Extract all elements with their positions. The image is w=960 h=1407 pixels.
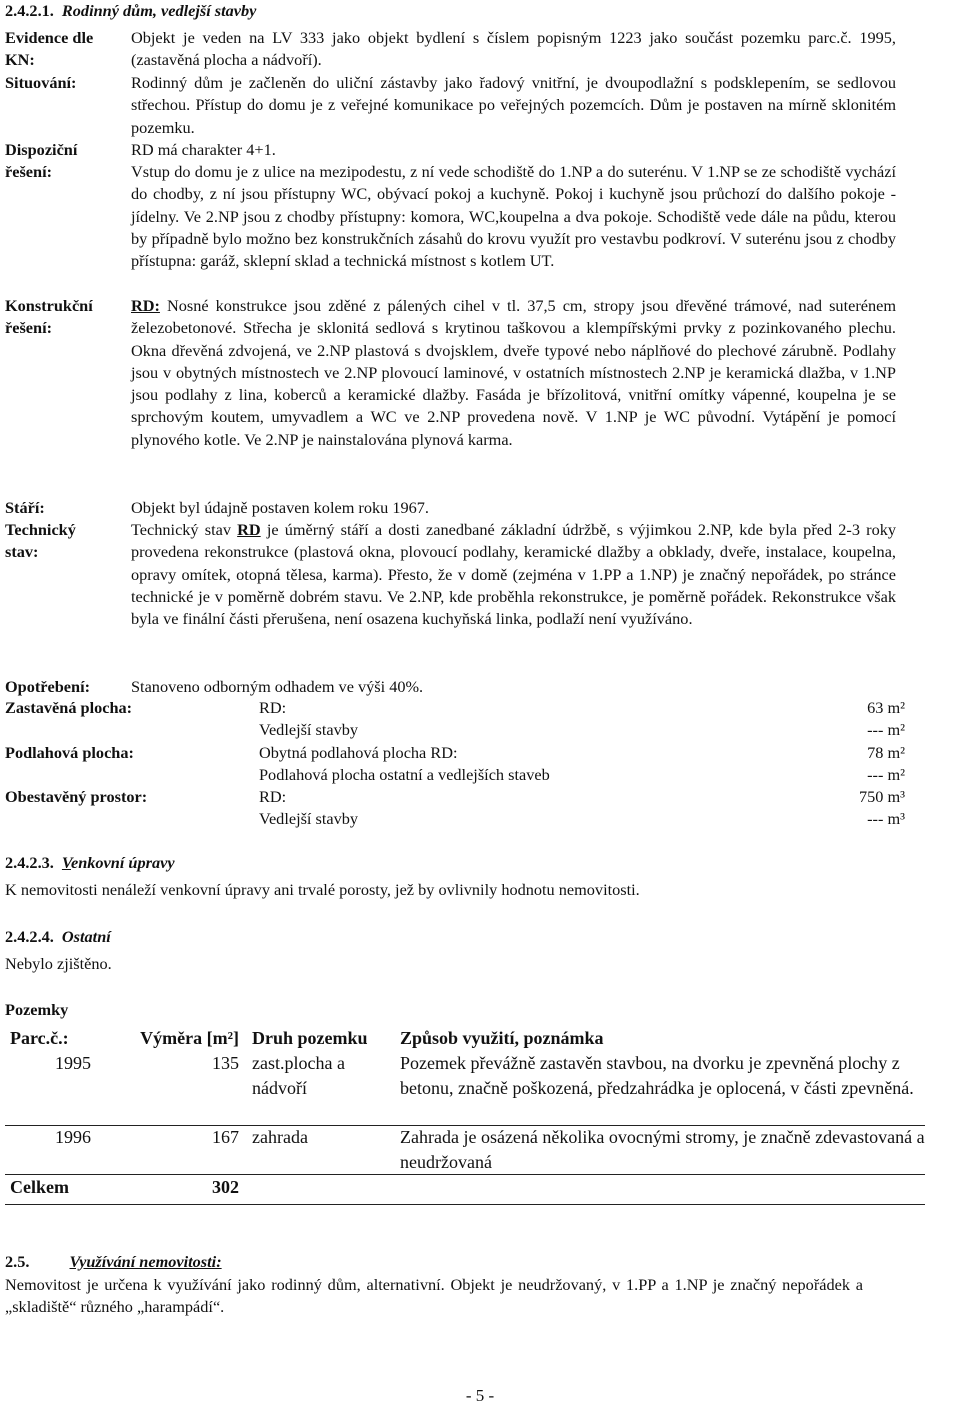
areas-value: 63 m² [867, 698, 905, 717]
technicky-text [131, 519, 896, 630]
areas-row [5, 697, 905, 719]
section-heading-2-4-2-3 [5, 852, 175, 874]
section-title [62, 853, 175, 872]
cell-note: Zahrada je osázená několika ovocnými stromy, je značně zdevastovaná a neudržovaná [400, 1127, 925, 1172]
stari-text: Objekt byl údajně postaven kolem roku 1967. [131, 498, 429, 517]
konstrukcni-text [131, 295, 896, 451]
areas-value: 78 m² [867, 742, 905, 762]
situovani-label: Situování: [5, 73, 77, 92]
dispozicni-text: Vstup do domu je z ulice na mezipodestu, z ní vede schodiště do 1.NP a do suterénu. V 1.NP se ze schodiště vychází do chodby, z ní jsou přístupny WC, obývací pokoj a kuchyně. Pokoj i kuchyně jsou průchozí do dalšího pokoje - jídelny. Ve 2.NP jsou z chodby přístupny: komora, WC,koupelna a dva pokoje. Schodiště vede dále na půdu, kterou by případně bylo možno bez konstrukčních zásahů do krovu využít pro vestavbu podkroví. V suterénu jsou z chodby přístupna: garáž, sklepní sklad a technická místnost s kotlem UT. [131, 162, 896, 271]
areas-item: Vedlejší stavby [259, 809, 359, 829]
col-vymera: Výměra [m²] [140, 1028, 239, 1048]
section-title-initial: V [61, 853, 71, 872]
section-number: 2.4.2.4. [5, 927, 54, 946]
areas-table [5, 697, 905, 831]
technicky-label [5, 519, 125, 564]
cell-kind: zahrada [252, 1127, 308, 1147]
technicky-rd: RD [237, 520, 261, 539]
opotrebeni-text: Stanoveno odborným odhadem ve výši 40%. [131, 677, 424, 696]
land-table-header [5, 1027, 925, 1051]
stari-label: Stáří: [5, 498, 45, 517]
vyuzivani-text: Nemovitost je určena k využívání jako rodinný dům, alternativní. Objekt je neudržovaný, v 1.PP a 1.NP je značný nepořádek a „skladiště“ různého „harampádí“. [5, 1275, 863, 1317]
section-heading-2-5 [5, 1251, 222, 1273]
konstrukcni-label [5, 295, 125, 340]
land-table-total [5, 1175, 925, 1199]
areas-item: Vedlejší stavby [259, 720, 359, 740]
evidence-label-line-2: KN: [5, 50, 35, 70]
areas-value: --- m³ [867, 809, 905, 829]
section-heading-2-4-2-1 [5, 0, 256, 22]
opotrebeni-label: Opotřebení: [5, 677, 91, 696]
areas-label: Zastavěná plocha: [5, 698, 133, 717]
konstrukcni-label-line-2: řešení: [5, 318, 53, 338]
ostatni-text: Nebylo zjištěno. [5, 954, 112, 973]
section-title: Rodinný dům, vedlejší stavby [61, 1, 257, 20]
section-title: Využívání nemovitosti: [69, 1252, 222, 1271]
section-heading-2-4-2-4 [5, 926, 111, 948]
areas-label: Obestavěný prostor: [5, 787, 148, 807]
section-number: 2.4.2.1. [5, 1, 54, 20]
areas-row [5, 786, 905, 808]
section-number: 2.4.2.3. [5, 853, 54, 872]
situovani-text: Rodinný dům je začleněn do uliční zástavby jako řadový vnitřní, je dvoupodlažní s podsklepením, se sedlovou střechou. Přístup do domu je z veřejné komunikace po veřejných pozemcích. Dům je postaven na mírně sklonitém pozemku. [131, 73, 896, 137]
dispozicni-label-line-2: řešení: [5, 162, 53, 182]
table-row [5, 1125, 925, 1175]
areas-label: Podlahová plocha: [5, 742, 134, 762]
areas-value: 750 m³ [858, 787, 905, 807]
konstrukcni-prefix: RD: [131, 296, 160, 315]
section-title: Ostatní [61, 927, 111, 946]
areas-item: Podlahová plocha ostatní a vedlejších staveb [259, 764, 550, 784]
technicky-pre: Technický stav [131, 520, 238, 539]
areas-row [5, 764, 905, 786]
cell-parc: 1995 [55, 1053, 91, 1073]
areas-row [5, 808, 905, 830]
section-title-rest: enkovní úpravy [70, 853, 175, 872]
cell-note: Pozemek převážně zastavěn stavbou, na dvorku je zpevněná plochy z betonu, značně poškozená, předzahrádka je oplocená, v části zpevněná. [400, 1053, 914, 1098]
total-value: 302 [212, 1177, 239, 1197]
areas-value: --- m² [867, 720, 905, 740]
evidence-label [5, 27, 125, 72]
page-number: - 5 - [465, 1386, 495, 1405]
col-druh: Druh pozemku [252, 1028, 368, 1048]
table-divider [5, 1204, 925, 1205]
section-number: 2.5. [5, 1252, 30, 1271]
konstrukcni-label-line-1: Konstrukční [5, 296, 93, 315]
areas-row [5, 742, 905, 764]
dispozicni-charakter: RD má charakter 4+1. [131, 140, 276, 159]
evidence-label-line-1: Evidence dle [5, 28, 94, 47]
pozemky-heading: Pozemky [5, 1000, 69, 1019]
areas-item: RD: [259, 698, 287, 717]
dispozicni-label-line-1: Dispoziční [5, 140, 78, 159]
cell-kind: zast.plocha a nádvoří [252, 1053, 345, 1098]
evidence-text: Objekt je veden na LV 333 jako objekt bydlení s číslem popisným 1223 jako součást pozemku parc.č. 1995, (zastavěná plocha a nádvoří). [131, 28, 896, 70]
total-label: Celkem [10, 1177, 69, 1197]
dispozicni-label [5, 139, 125, 184]
venkovni-text: K nemovitosti nenáleží venkovní úpravy ani trvalé porosty, jež by ovlivnily hodnotu nemovitosti. [5, 880, 640, 899]
technicky-label-line-1: Technický [5, 520, 76, 539]
cell-area: 167 [212, 1127, 239, 1147]
col-parc: Parc.č.: [10, 1028, 69, 1048]
technicky-label-line-2: stav: [5, 542, 39, 562]
opotrebeni-row [5, 676, 90, 698]
technicky-body: je úměrný stáří a dosti zanedbané základní údržbě, s výjimkou 2.NP, kde byla před 2-3 roky provedena rekonstrukce (plastová okna, plovoucí podlahy, keramické dlažby a obklady, dveře, instalace, koupelna, opravy omítek, otopná tělesa, karma). Přesto, že v domě (zejména v 1.PP a 1.NP) je značný nepořádek, po stránce technické je v poměrně dobrém stavu. Ve 2.NP, kde proběhla rekonstrukce, je poměrně pořádek. Rekonstrukce však byla ve finální části přerušena, není osazena kuchyňská linka, podlaží není využíváno. [131, 520, 896, 629]
cell-parc: 1996 [55, 1127, 91, 1147]
areas-item: Obytná podlahová plocha RD: [259, 742, 458, 762]
konstrukcni-body: Nosné konstrukce jsou zděné z pálených cihel v tl. 37,5 cm, stropy jsou dřevěné trámové, nad suterénem železobetonové. Střecha je sklonitá sedlová s krytinou taškovou a klempířskými prvky z pozinkovaného plechu. Okna dřevěná zdvojená, ve 2.NP plastová s dvojsklem, dveře typové nebo náplňové do plechové zárubně. Podlahy jsou v obytných místnostech ve 2.NP plovoucí laminové, v ostatních místnostech 2.NP je keramická dlažba, v 1.NP jsou podlahy z lina, koberců a keramické dlažby. Fasáda je břízolitová, vnitřní omítky vápenné, koupelna je se sprchovým koutem, umyvadlem a WC ve 2.NP provedena nově. V 1.NP je WC původní. Vytápění je pomocí plynového kotle. Ve 2.NP je nainstalována plynová karma. [131, 296, 896, 449]
table-total-row [5, 1175, 925, 1199]
cell-area: 135 [212, 1053, 239, 1073]
land-table-body [5, 1125, 925, 1175]
areas-value: --- m² [867, 764, 905, 784]
col-zpusob: Způsob využití, poznámka [400, 1028, 604, 1048]
areas-item: RD: [259, 787, 287, 807]
land-table [5, 1027, 925, 1125]
areas-row [5, 719, 905, 741]
table-row [5, 1051, 925, 1125]
